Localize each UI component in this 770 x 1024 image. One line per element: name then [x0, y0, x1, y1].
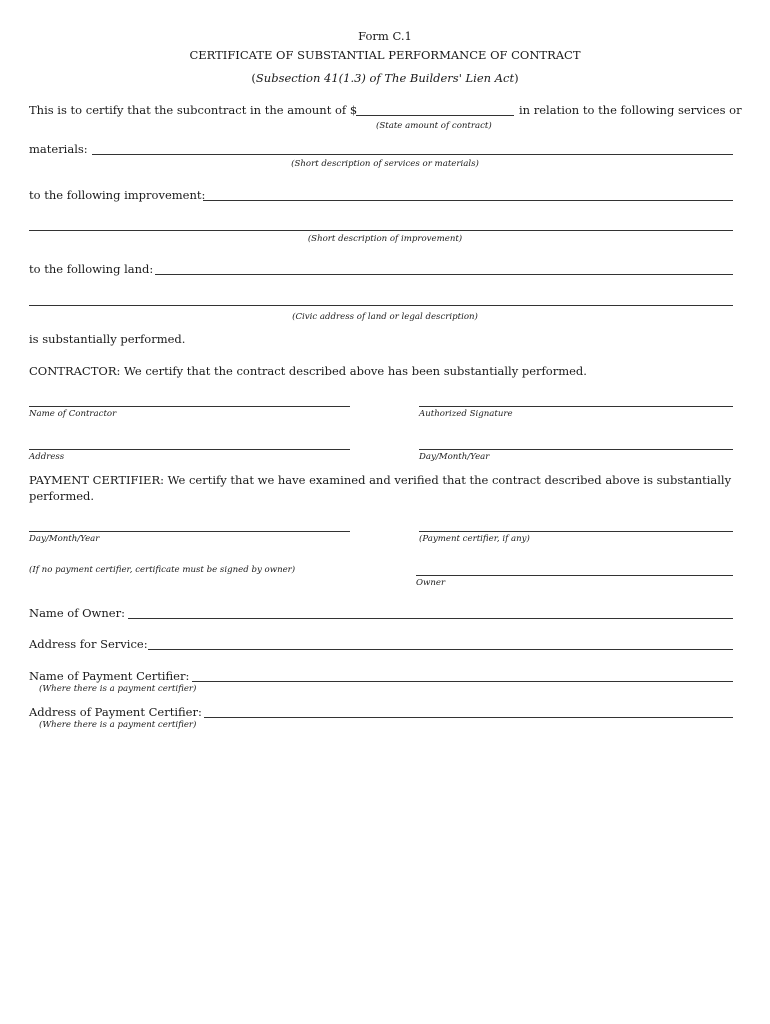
certifier-name-hint: (Where there is a payment certifier)	[39, 684, 197, 694]
contractor-statement: CONTRACTOR: We certify that the contract described above has been substantially performed.	[29, 364, 587, 378]
materials-field[interactable]	[92, 154, 733, 155]
improvement-field-line2[interactable]	[29, 230, 733, 231]
certifier-name-field[interactable]	[192, 681, 733, 682]
contractor-address-field[interactable]	[29, 449, 350, 450]
land-field[interactable]	[155, 274, 733, 275]
contractor-name-label: Name of Contractor	[29, 409, 117, 419]
payment-certifier-label: (Payment certifier, if any)	[419, 534, 530, 544]
certifier-address-field[interactable]	[204, 717, 733, 718]
subtitle-text: Subsection 41(1.3) of The Builders' Lien Act	[255, 71, 515, 85]
improvement-label: to the following improvement:	[29, 188, 206, 202]
materials-hint: (Short description of services or materials)	[291, 159, 479, 169]
address-service-label: Address for Service:	[29, 637, 148, 651]
payment-certifier-statement-line1: PAYMENT CERTIFIER: We certify that we have examined and verified that the contract described above is substantially	[29, 473, 732, 487]
no-certifier-note: (If no payment certifier, certificate must be signed by owner)	[29, 565, 296, 575]
subtitle-close: )	[514, 71, 519, 85]
form-number: Form C.1	[358, 29, 412, 43]
owner-name-field[interactable]	[128, 618, 733, 619]
improvement-field[interactable]	[203, 200, 733, 201]
land-field-line2[interactable]	[29, 305, 733, 306]
owner-name-label: Name of Owner:	[29, 606, 125, 620]
address-service-field[interactable]	[148, 649, 733, 650]
payment-certifier-statement-line2: performed.	[29, 489, 95, 503]
land-label: to the following land:	[29, 262, 154, 276]
certifier-date-field[interactable]	[29, 531, 350, 532]
authorized-signature-field[interactable]	[419, 406, 733, 407]
substantially-performed-text: is substantially performed.	[29, 332, 186, 346]
certify-text-before: This is to certify that the subcontract in the amount of $	[29, 103, 358, 117]
form-title: CERTIFICATE OF SUBSTANTIAL PERFORMANCE OF CONTRACT	[189, 48, 581, 62]
materials-label: materials:	[29, 142, 88, 156]
land-hint: (Civic address of land or legal description)	[292, 312, 478, 322]
owner-label: Owner	[416, 578, 446, 588]
certifier-address-label: Address of Payment Certifier:	[29, 705, 202, 719]
amount-hint: (State amount of contract)	[376, 121, 492, 131]
payment-certifier-signature-field[interactable]	[419, 531, 733, 532]
form-subtitle	[0, 71, 770, 85]
contractor-date-field[interactable]	[419, 449, 733, 450]
improvement-hint: (Short description of improvement)	[307, 234, 463, 244]
certifier-name-label: Name of Payment Certifier:	[29, 669, 190, 683]
owner-signature-field[interactable]	[416, 575, 733, 576]
contract-amount-field[interactable]	[356, 115, 514, 116]
subtitle-open: (	[251, 71, 256, 85]
contractor-name-field[interactable]	[29, 406, 350, 407]
authorized-signature-label: Authorized Signature	[419, 409, 513, 419]
contractor-address-label: Address	[29, 452, 65, 462]
contractor-date-label: Day/Month/Year	[419, 452, 490, 462]
certifier-date-label: Day/Month/Year	[29, 534, 100, 544]
certify-text-after: in relation to the following services or	[519, 103, 742, 117]
certifier-address-hint: (Where there is a payment certifier)	[39, 720, 197, 730]
